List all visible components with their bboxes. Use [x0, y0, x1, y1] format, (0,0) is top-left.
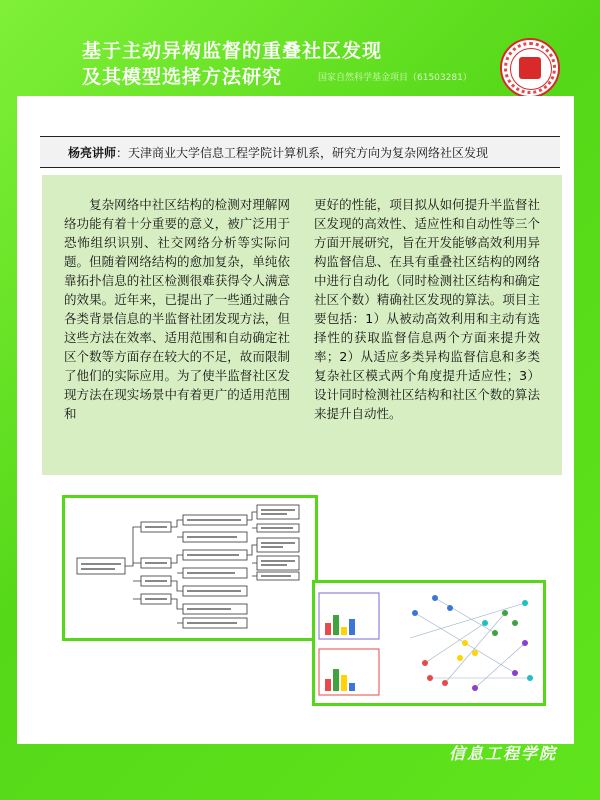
author-affiliation: ：天津商业大学信息工程学院计算机系，研究方向为复杂网络社区发现 — [116, 146, 489, 160]
abstract-column-1 — [64, 195, 290, 423]
abstract-column-2 — [314, 195, 540, 423]
author-line — [68, 144, 488, 161]
title-line-1: 基于主动异构监督的重叠社区发现 — [82, 40, 383, 62]
abstract-text-1: 复杂网络中社区结构的检测对理解网络功能有着十分重要的意义，被广泛用于恐怖组织识别、社交网络分析等实际问题。但随着网络结构的愈加复杂，单纯依靠拓扑信息的社区检测很难获得令人满意的效果。近年来，已提出了一些通过融合各类背景信息的半监督社团发现方法，但这些方法在效率、适用范围和自动确定社区个数等方面存在较大的不足，故而限制了他们的实际应用。为了使半监督社区发现方法在现实场景中有着更广的适用范围和 — [64, 197, 290, 421]
author-name: 杨亮讲师 — [68, 146, 117, 160]
research-framework-diagram — [62, 495, 318, 641]
fund-note: 国家自然科学基金项目（61503281） — [318, 73, 472, 83]
title-line-2: 及其模型选择方法研究 — [82, 66, 283, 88]
university-seal-icon — [500, 38, 560, 98]
abstract-text-2: 更好的性能，项目拟从如何提升半监督社区发现的高效性、适应性和自动性等三个方面开展研究，旨在开发能够高效利用异构监督信息、在具有重叠社区结构的网络中进行自动化（同时检测社区结构和确定社区个数）精确社区发现的算法。项目主要包括：1）从被动高效利用和主动有选择性的获取监督信息两个方面来提升效率；2）从适应多类异构监督信息和多类复杂社区模式两个角度提升适应性；3）设计同时检测社区结构和社区个数的算法来提升自动性。 — [314, 197, 540, 421]
header — [0, 0, 600, 100]
college-name: 信息工程学院 — [449, 744, 558, 763]
network-illustration — [312, 580, 546, 706]
